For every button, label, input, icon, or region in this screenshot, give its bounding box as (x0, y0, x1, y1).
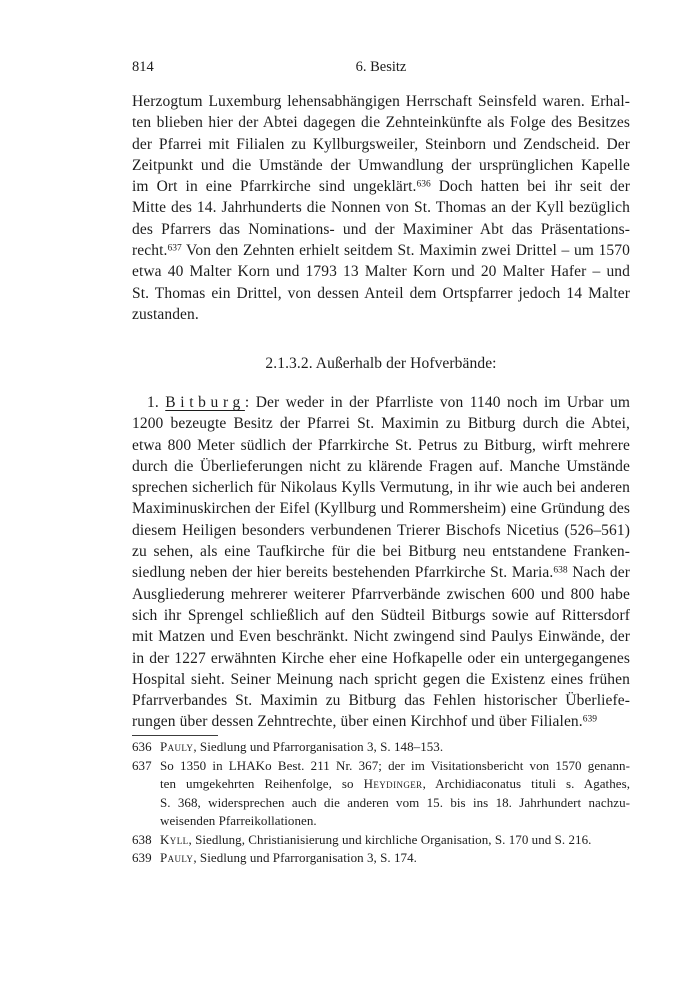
text-run: sich ihr Sprengel schließlich auf den Südteil Bitburgs sowie auf Rittersdorf (132, 606, 630, 624)
text-run: Pfarrverbandes St. Maximin zu Bitburg das Fehlen historischer Überliefe- (132, 692, 630, 710)
paragraph-1 (132, 91, 630, 325)
running-title: 6. Besitz (355, 59, 407, 75)
text-run: sprechen sicherlich für Nikolaus Kylls Vermutung, in ihr wie auch bei anderen (132, 479, 630, 497)
text-line (132, 690, 630, 711)
text-line (132, 176, 630, 197)
section-heading: 2.1.3.2. Außerhalb der Hofverbände: (265, 355, 497, 372)
spaced-term: Bitburg (165, 394, 245, 411)
text-line (132, 812, 630, 831)
text-run: , Siedlung und Pfarrorganisation 3, S. 174. (193, 850, 417, 865)
text-line (132, 392, 630, 413)
text-run: in der 1227 erwähnten Kirche eher eine Hofkapelle oder ein untergegangenes (132, 649, 630, 667)
smallcaps-name: Kyll (160, 831, 189, 847)
text-line (132, 520, 630, 541)
text-line (132, 775, 630, 794)
text-run: So 1350 in LHAKo Best. 211 Nr. 367; der im Visitationsbericht von 1570 genann- (160, 757, 630, 773)
text-run: 1. (147, 394, 166, 411)
text-run: weisenden Pfarreikollationen. (160, 813, 317, 828)
footnotes-block (132, 738, 630, 868)
text-run: der Pfarrei mit Filialen zu Kyllburgsweiler, Steinborn und Zendscheid. Der (132, 135, 630, 153)
text-line (132, 498, 630, 519)
text-run: Ausgliederung mehrerer weiterer Pfarrverbände zwischen 600 und 800 habe (132, 585, 630, 603)
text-line (132, 413, 630, 434)
text-run: Doch hatten bei ihr seit der (430, 178, 630, 196)
text-line (132, 562, 630, 583)
text-run: zu sehen, als eine Taufkirche für die bei Bitburg neu entstandene Franken- (132, 543, 630, 561)
smallcaps-name: Heydinger (363, 776, 423, 791)
text-line (132, 541, 630, 562)
text-line (132, 435, 630, 456)
text-line (132, 240, 630, 261)
text-run: siedlung neben der hier bereits bestehenden Pfarrkirche St. Maria. (132, 564, 554, 582)
text-run: mit Matzen und Even beschränkt. Nicht zwingend sind Paulys Einwände, der (132, 628, 630, 646)
text-line (132, 261, 630, 282)
text-run: 1200 bezeugte Besitz der Pfarrei St. Maximin zu Bitburg durch die Abtei, (132, 415, 630, 433)
text-run: St. Thomas ein Drittel, von dessen Anteil dem Ortspfarrer jedoch 14 Malter (132, 284, 630, 302)
text-run: ten umgekehrten Reihenfolge, so (160, 776, 364, 791)
footnote-line (132, 738, 630, 757)
text-run: : Der weder in der Pfarrliste von 1140 noch im Urbar um (244, 394, 630, 411)
text-run: Nach der (567, 564, 630, 582)
text-line (132, 794, 630, 813)
text-run: ten blieben hier der Abtei dagegen die Zehnteinkünfte als Folge des Besitzes (132, 114, 630, 132)
text-line (132, 197, 630, 218)
text-line (132, 112, 630, 133)
footnote-line (132, 831, 630, 850)
text-run: Hospital sieht. Seiner Meinung nach spricht gegen die Existenz eines frühen (132, 670, 630, 688)
text-line (132, 584, 630, 605)
text-run: Herzogtum Luxemburg lehensabhängigen Herrschaft Seinsfeld waren. Erhal- (132, 93, 630, 110)
smallcaps-name: Pauly (160, 850, 194, 865)
text-line (132, 134, 630, 155)
text-line (132, 155, 630, 176)
text-line (132, 648, 630, 669)
text-line (132, 605, 630, 626)
text-run: , Siedlung und Pfarrorganisation 3, S. 148–153. (193, 739, 444, 754)
footnote-number: 638 (132, 831, 152, 847)
footnote-line (132, 757, 630, 776)
running-header (132, 59, 630, 79)
smallcaps-name: Pauly (160, 739, 194, 754)
text-line (132, 711, 630, 732)
paragraph-2 (132, 392, 630, 733)
text-run: Maximinuskirchen der Eifel (Kyllburg und Rommersheim) eine Gründung des (132, 500, 630, 518)
footnote-number: 639 (132, 850, 152, 865)
text-line (132, 304, 630, 325)
text-line (132, 91, 630, 112)
text-run: diesem Heiligen besonders verbundenen Trierer Bischofs Nicetius (526–561) (132, 521, 630, 539)
text-run: des Pfarrers das Nominations- und der Maximiner Abt das Präsentations- (132, 220, 630, 238)
footnote-number: 637 (132, 757, 152, 773)
text-line (132, 219, 630, 240)
text-line (132, 669, 630, 690)
text-run: , Siedlung, Christianisierung und kirchliche Organisation, S. 170 und S. 216. (188, 831, 592, 847)
text-run: im Ort in eine Pfarrkirche sind ungeklärt. (132, 178, 417, 196)
text-run: etwa 800 Meter südlich der Pfarrkirche St. Petrus zu Bitburg, wirft mehrere (132, 436, 630, 454)
footnote-ref: 639 (582, 714, 597, 725)
text-run: , Archidiaconatus tituli s. Agathes, (422, 776, 631, 791)
text-run: durch die Überlieferungen nicht zu klärende Fragen auf. Manche Umstände (132, 457, 630, 475)
footnote-ref: 636 (416, 179, 431, 190)
footnote-ref: 637 (167, 243, 182, 254)
text-line (132, 626, 630, 647)
text-run: Mitte des 14. Jahrhunderts die Nonnen von St. Thomas an der Kyll bezüglich (132, 199, 630, 217)
text-run: zustanden. (132, 305, 199, 323)
text-run: rungen über dessen Zehntrechte, über einen Kirchhof und über Filialen. (132, 713, 583, 731)
text-run: S. 368, widersprechen auch die anderen vom 15. bis ins 18. Jahrhundert nachzu- (160, 794, 630, 810)
text-run: Zeitpunkt und die Umstände der Umwandlung der ursprünglichen Kapelle (132, 156, 630, 174)
footnote-number: 636 (132, 739, 152, 754)
footnote-line (132, 849, 630, 868)
text-line (132, 283, 630, 304)
text-run: Von den Zehnten erhielt seitdem St. Maximin zwei Drittel – um 1570 (181, 242, 630, 260)
text-line (132, 477, 630, 498)
footnote-ref: 638 (553, 565, 568, 576)
footnote-rule (132, 735, 218, 736)
text-run: recht. (132, 242, 168, 260)
text-run: etwa 40 Malter Korn und 1793 13 Malter Korn und 20 Malter Hafer – und (132, 263, 630, 281)
page-number: 814 (132, 59, 154, 75)
text-line (132, 456, 630, 477)
